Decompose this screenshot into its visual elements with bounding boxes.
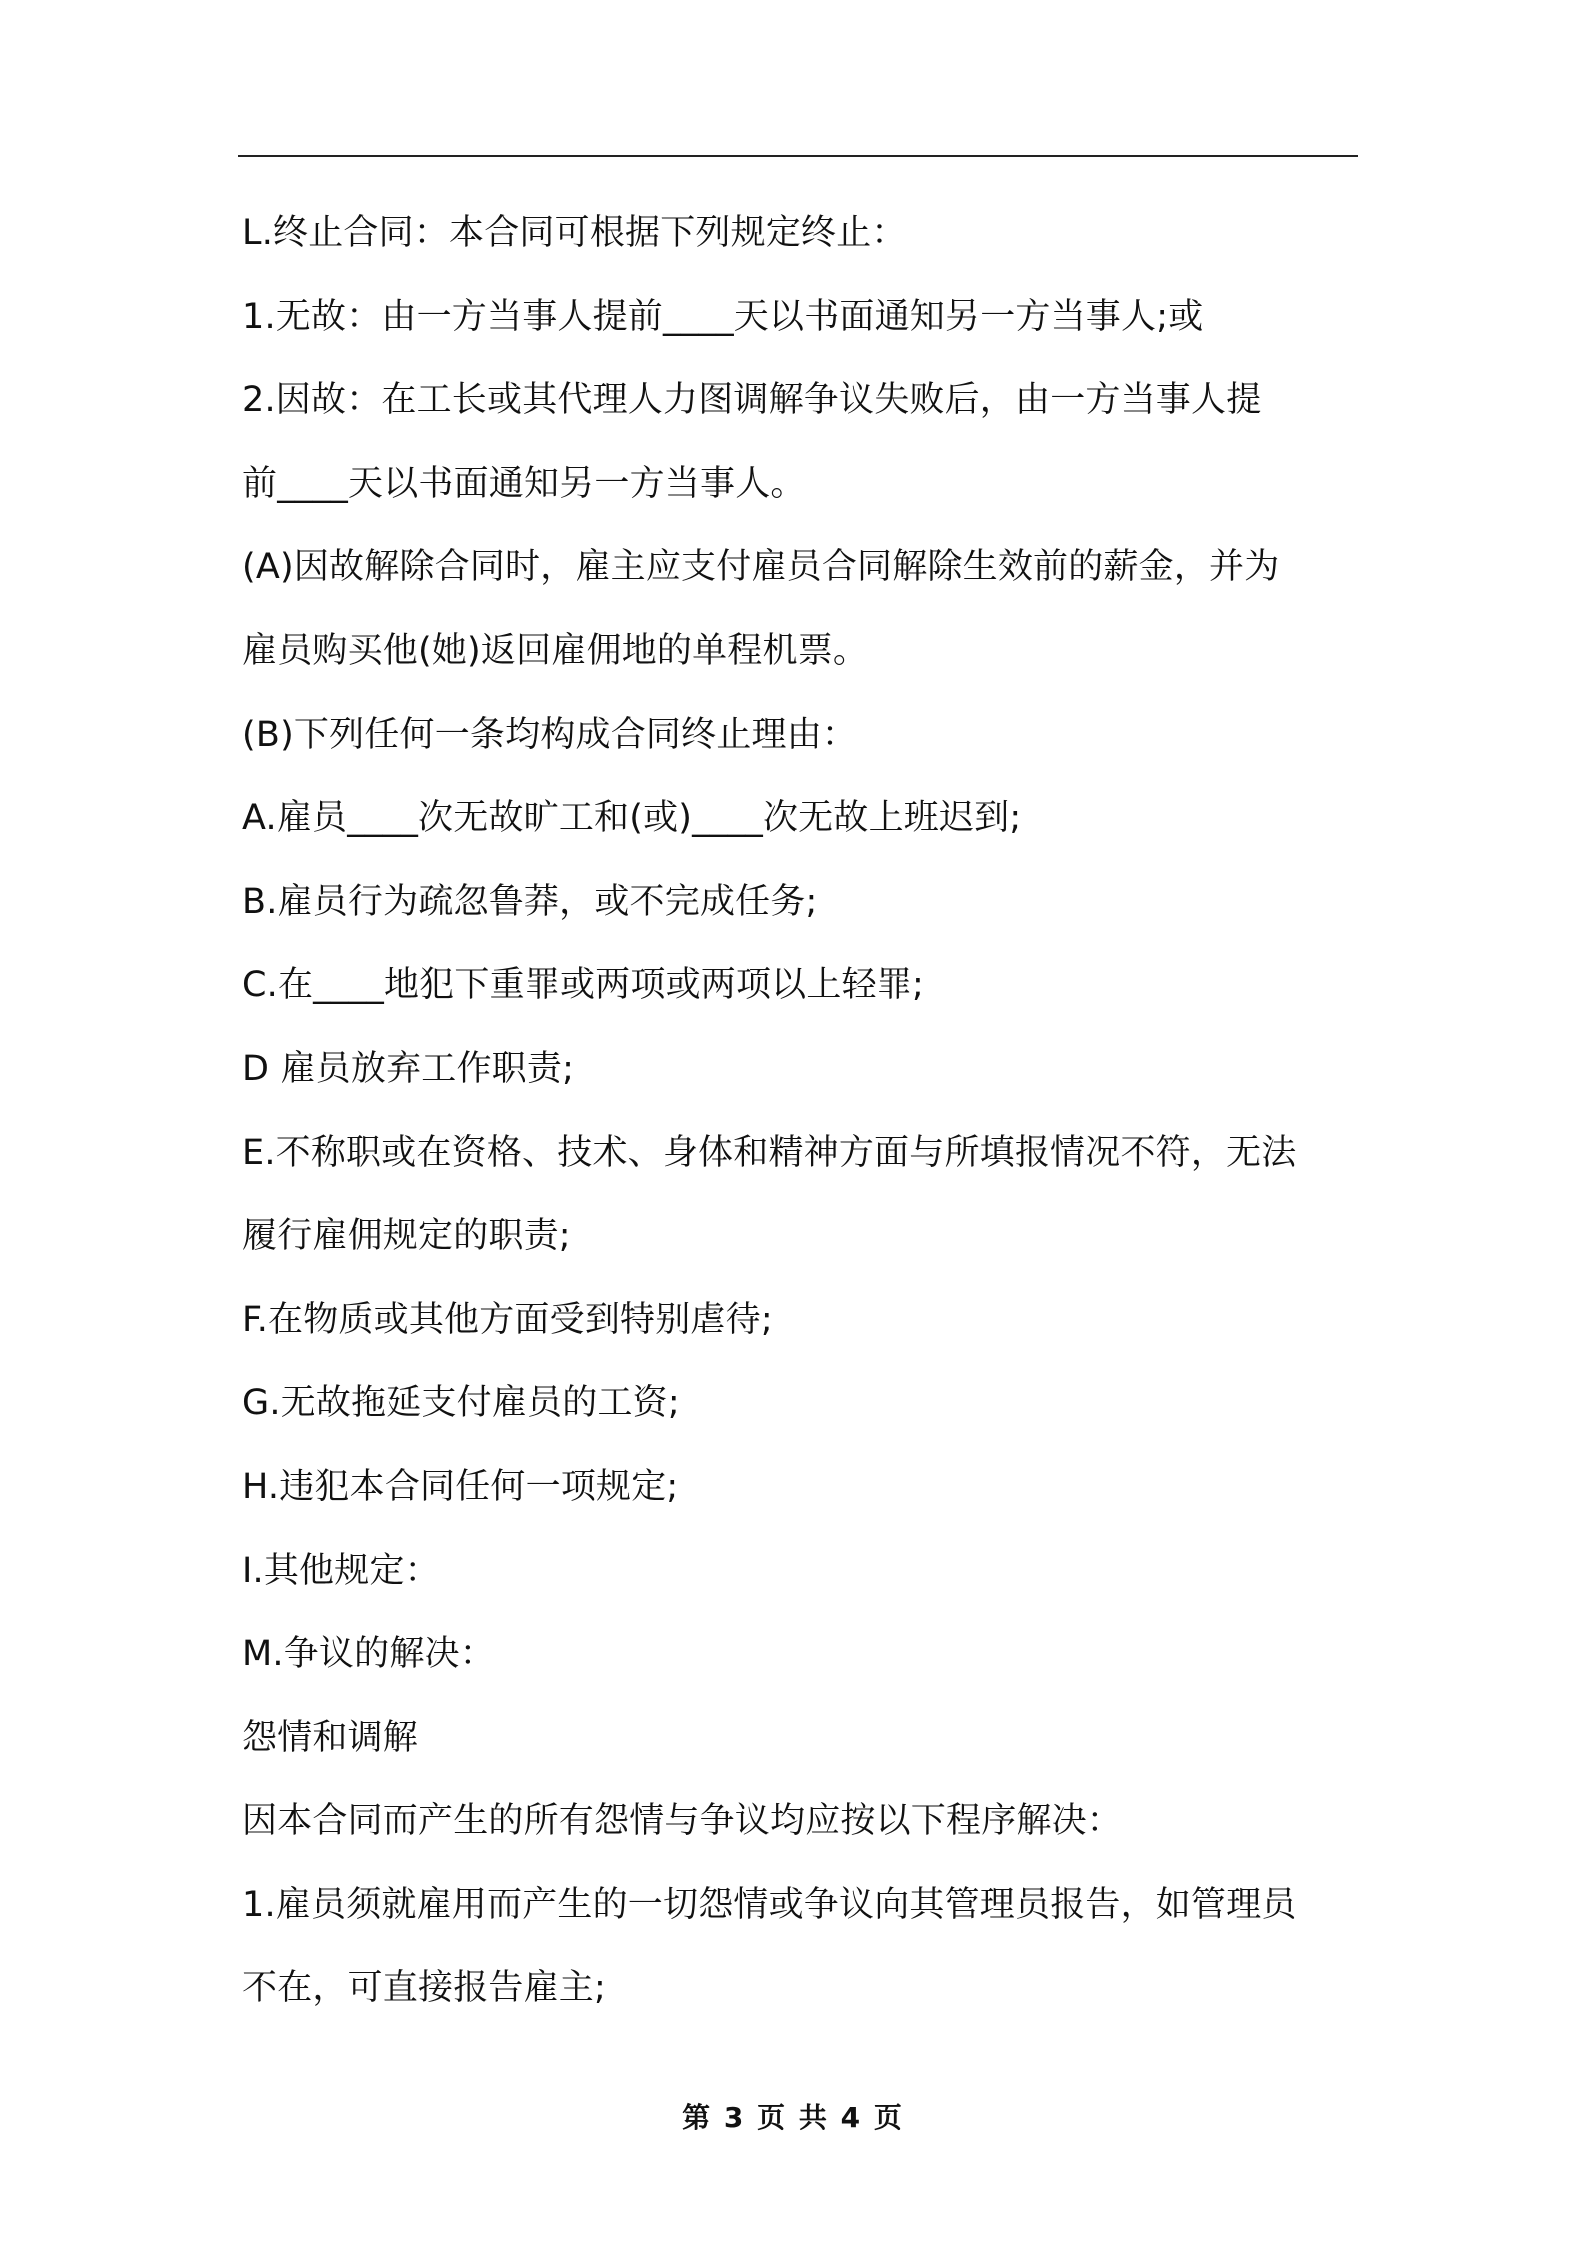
text-line: L.终止合同：本合同可根据下列规定终止： [242, 213, 907, 253]
header-rule [238, 155, 1358, 157]
text-line: B.雇员行为疏忽鲁莽，或不完成任务; [242, 881, 818, 922]
text-line: 2.因故：在工长或其代理人力图调解争议失败后，由一方当事人提 [242, 380, 1262, 421]
text-line: I.其他规定： [242, 1550, 440, 1591]
text-line: D 雇员放弃工作职责; [242, 1048, 575, 1089]
text-line: H.违犯本合同任何一项规定; [242, 1466, 679, 1507]
text-line: F.在物质或其他方面受到特别虐待; [242, 1299, 773, 1340]
text-line: 雇员购买他(她)返回雇佣地的单程机票。 [242, 630, 869, 671]
text-line: G.无故拖延支付雇员的工资; [242, 1383, 680, 1424]
page-indicator: 第 3 页 共 4 页 [682, 2101, 904, 2134]
text-line: 1.雇员须就雇用而产生的一切怨情或争议向其管理员报告，如管理员 [242, 1884, 1297, 1925]
text-line: 因本合同而产生的所有怨情与争议均应按以下程序解决： [242, 1801, 1123, 1842]
text-line: (B)下列任何一条均构成合同终止理由： [242, 714, 858, 755]
text-line: (A)因故解除合同时，雇主应支付雇员合同解除生效前的薪金，并为 [242, 547, 1280, 588]
text-line: 怨情和调解 [242, 1717, 419, 1758]
text-line: A.雇员____次无故旷工和(或)____次无故上班迟到; [242, 798, 1022, 839]
text-line: 不在，可直接报告雇主; [242, 1968, 606, 2009]
text-line: 前____天以书面通知另一方当事人。 [242, 463, 806, 504]
document-body [242, 192, 1362, 2031]
text-line: M.争议的解决： [242, 1634, 495, 1675]
text-line: E.不称职或在资格、技术、身体和精神方面与所填报情况不符，无法 [242, 1132, 1297, 1173]
text-line: 1.无故：由一方当事人提前____天以书面通知另一方当事人;或 [242, 296, 1204, 337]
text-line: C.在____地犯下重罪或两项或两项以上轻罪; [242, 965, 924, 1006]
text-line: 履行雇佣规定的职责; [242, 1216, 571, 1257]
